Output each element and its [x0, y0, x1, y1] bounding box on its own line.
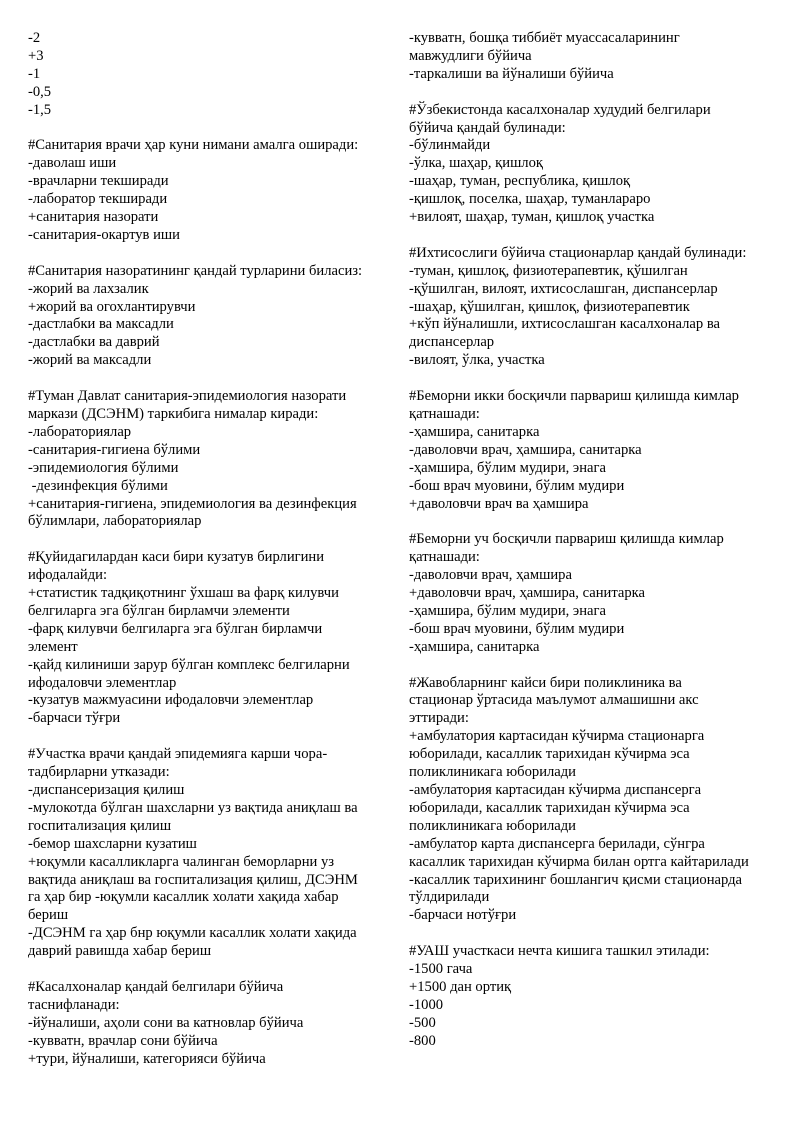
answer-option: -жорий ва лахзалик [28, 280, 149, 297]
correct-answer: +даволовчи врач ва ҳамшира [409, 495, 589, 512]
question-text: #Қуйидагилардан каси бири кузатув бирлигини [28, 549, 325, 566]
question-block [409, 531, 781, 656]
text-line: диспансерлар [409, 334, 495, 351]
correct-answer: +3 [28, 47, 44, 64]
answer-option: -дастлабки ва максадли [28, 316, 174, 333]
answer-option: -даволаш иши [28, 155, 117, 172]
answer-option: -ўлка, шаҳар, қишлоқ [409, 155, 543, 172]
block-spacer [28, 531, 390, 549]
question-block [28, 263, 390, 370]
answer-option: -қўшилган, вилоят, ихтисослашган, диспансерлар [409, 280, 718, 297]
correct-answer: +тури, йўналиши, категорияси бўйича [28, 1050, 266, 1067]
answer-option: -1,5 [28, 101, 52, 118]
answer-option: -касаллик тарихининг бошлангич қисми стационарда [409, 871, 742, 888]
answer-option: -шаҳар, туман, республика, қишлоқ [409, 173, 631, 190]
question-block [409, 102, 781, 227]
answer-option: -ҳамшира, бўлим мудири, энага [409, 602, 606, 619]
correct-answer: +вилоят, шаҳар, туман, қишлоқ участка [409, 209, 655, 226]
answer-option: -жорий ва максадли [28, 352, 152, 369]
answer-option: -кувватн, врачлар сони бўйича [28, 1032, 218, 1049]
question-text: #Беморни уч босқичли парвариш қилишда кимлар [409, 531, 724, 548]
question-text: #Ихтисослиги бўйича стационарлар қандай булинади: [409, 244, 747, 261]
text-line: эттиради: [409, 710, 469, 727]
answer-option: -фарқ килувчи белгиларга эга бўлган бирламчи [28, 620, 323, 637]
answer-option: -ҳамшира, бўлим мудири, энага [409, 459, 606, 476]
text-line: маркази (ДСЭНМ) таркибига нималар киради: [28, 405, 319, 422]
answer-option: -кузатув мажмуасини ифодаловчи элементлар [28, 692, 314, 709]
answer-option: -ҳамшира, санитарка [409, 423, 540, 440]
correct-answer: +кўп йўналишли, ихтисослашган касалхоналар ва [409, 316, 721, 333]
text-line: элемент [28, 638, 78, 655]
question-block [409, 675, 781, 926]
answer-option: -ДСЭНМ га ҳар бнр юқумли касаллик холати хақида [28, 925, 357, 942]
answer-option: -таркалиши ва йўналиши бўйича [409, 65, 614, 82]
answer-option: -ҳамшира, санитарка [409, 638, 540, 655]
text-line: бериш [28, 907, 69, 924]
text-line: поликлиникага юборилади [409, 817, 576, 834]
answer-option: -санитария-гигиена бўлими [28, 441, 201, 458]
correct-answer: +даволовчи врач, ҳамшира, санитарка [409, 585, 646, 602]
block-spacer [409, 84, 781, 102]
question-block [28, 388, 390, 531]
answer-option: -йўналиши, аҳоли сони ва катновлар бўйича [28, 1014, 304, 1031]
question-block [28, 979, 390, 1069]
block-spacer [28, 961, 390, 979]
question-text: #Касалхоналар қандай белгилари бўйича [28, 978, 284, 995]
correct-answer: +1500 дан ортиқ [409, 978, 512, 995]
answer-option: -даволовчи врач, ҳамшира [409, 567, 572, 584]
answer-option: -лаборатор текширади [28, 191, 168, 208]
answer-option: -диспансеризация қилиш [28, 781, 185, 798]
answer-option: -1000 [409, 996, 444, 1013]
block-spacer [28, 728, 390, 746]
text-line: ифодалайди: [28, 567, 108, 584]
right-column [409, 30, 781, 1051]
correct-answer: +санитария назорати [28, 209, 159, 226]
correct-answer: +санитария-гигиена, эпидемиология ва дезинфекция [28, 495, 357, 512]
question-text: #Участка врачи қандай эпидемияга карши чора- [28, 746, 328, 763]
answer-option: -барчаси нотўғри [409, 907, 517, 924]
correct-answer: +юқумли касалликларга чалинган беморларни уз [28, 853, 335, 870]
correct-answer: +жорий ва огохлантирувчи [28, 298, 196, 315]
block-spacer [409, 370, 781, 388]
text-line: юборилади, касаллик тарихидан кўчирма эса [409, 746, 690, 763]
question-block [409, 388, 781, 513]
answer-option: -лабораториялар [28, 423, 132, 440]
answer-option: -мулокотда бўлган шахсларни уз вақтида аниқлаш ва [28, 799, 358, 816]
text-line: даврий равишда хабар бериш [28, 943, 212, 960]
answer-option: -вилоят, ўлка, участка [409, 352, 545, 369]
question-text: #Санитария назоратининг қандай турларини биласиз: [28, 262, 363, 279]
answer-option: -қайд килиниши зарур бўлган комплекс белгиларни [28, 656, 350, 673]
question-text: #Жавобларнинг кайси бири поликлиника ва [409, 674, 682, 691]
question-text: #Ўзбекистонда касалхоналар худудий белгилари [409, 101, 711, 118]
answer-option: -2 [28, 30, 41, 46]
text-line: юборилади, касаллик тарихидан кўчирма эса [409, 799, 690, 816]
block-spacer [28, 370, 390, 388]
block-spacer [409, 513, 781, 531]
text-line: ифодаловчи элементлар [28, 674, 177, 691]
left-column [28, 30, 390, 1068]
question-block [28, 137, 390, 244]
answer-option: -дезинфекция бўлими [28, 477, 168, 494]
answer-option: -бўлинмайди [409, 137, 491, 154]
question-block [28, 30, 390, 120]
answer-option: -амбулатория картасидан кўчирма диспансерга [409, 781, 702, 798]
text-line: қатнашади: [409, 405, 480, 422]
text-line: га ҳар бир -юқумли касаллик холати хақида хабар [28, 889, 339, 906]
text-line: бўлимлари, лабораториялар [28, 513, 202, 530]
text-line: белгиларга эга бўлган бирламчи элементи [28, 602, 290, 619]
text-line: бўйича қандай булинади: [409, 119, 566, 136]
answer-option: -800 [409, 1032, 436, 1049]
block-spacer [409, 925, 781, 943]
answer-option: -туман, қишлоқ, физиотерапевтик, қўшилган [409, 262, 688, 279]
block-spacer [409, 657, 781, 675]
answer-option: -барчаси тўғри [28, 710, 121, 727]
answer-option: -эпидемиология бўлими [28, 459, 179, 476]
answer-option: -врачларни текширади [28, 173, 169, 190]
question-block [409, 30, 781, 84]
text-line: касаллик тарихидан кўчирма билан ортга кайтарилади [409, 853, 749, 870]
question-block [28, 549, 390, 728]
text-line: поликлиникага юборилади [409, 764, 576, 781]
text-line: қатнашади: [409, 549, 480, 566]
correct-answer: +амбулатория картасидан кўчирма стационарга [409, 728, 705, 745]
question-text: #Санитария врачи ҳар куни нимани амалга оширади: [28, 137, 359, 154]
question-block [409, 245, 781, 370]
block-spacer [28, 245, 390, 263]
answer-option: -0,5 [28, 83, 52, 100]
question-text: #УАШ участкаси нечта кишига ташкил этилади: [409, 943, 710, 960]
question-text: #Беморни икки босқичли парвариш қилишда кимлар [409, 388, 739, 405]
answer-option: -1500 гача [409, 961, 473, 978]
text-line: тўлдирилади [409, 889, 490, 906]
text-line: тадбирларни утказади: [28, 764, 170, 781]
text-line: стационар ўртасида маълумот алмашишни акс [409, 692, 699, 709]
answer-option: -500 [409, 1014, 436, 1031]
answer-option: -бемор шахсларни кузатиш [28, 835, 197, 852]
text-line: госпитализация қилиш [28, 817, 172, 834]
question-block [28, 746, 390, 961]
answer-option: -бош врач муовини, бўлим мудири [409, 620, 625, 637]
answer-option: -даволовчи врач, ҳамшира, санитарка [409, 441, 642, 458]
answer-option: -бош врач муовини, бўлим мудири [409, 477, 625, 494]
text-line: мавжудлиги бўйича [409, 47, 532, 64]
answer-option: -кувватн, бошқа тиббиёт муассасаларининг [409, 30, 680, 46]
block-spacer [28, 120, 390, 138]
answer-option: -амбулатор карта диспансерга берилади, сўнгра [409, 835, 705, 852]
answer-option: -шаҳар, қўшилган, қишлоқ, физиотерапевтик [409, 298, 690, 315]
question-block [409, 943, 781, 1050]
answer-option: -1 [28, 65, 41, 82]
text-line: таснифланади: [28, 996, 120, 1013]
answer-option: -дастлабки ва даврий [28, 334, 160, 351]
answer-option: -санитария-окартув иши [28, 226, 180, 243]
correct-answer: +статистик тадқиқотнинг ўхшаш ва фарқ килувчи [28, 585, 339, 602]
text-line: вақтида аниқлаш ва госпитализация қилиш, ДСЭНМ [28, 871, 358, 888]
question-text: #Туман Давлат санитария-эпидемиология назорати [28, 388, 347, 405]
block-spacer [409, 227, 781, 245]
answer-option: -қишлоқ, поселка, шаҳар, туманлараро [409, 191, 651, 208]
